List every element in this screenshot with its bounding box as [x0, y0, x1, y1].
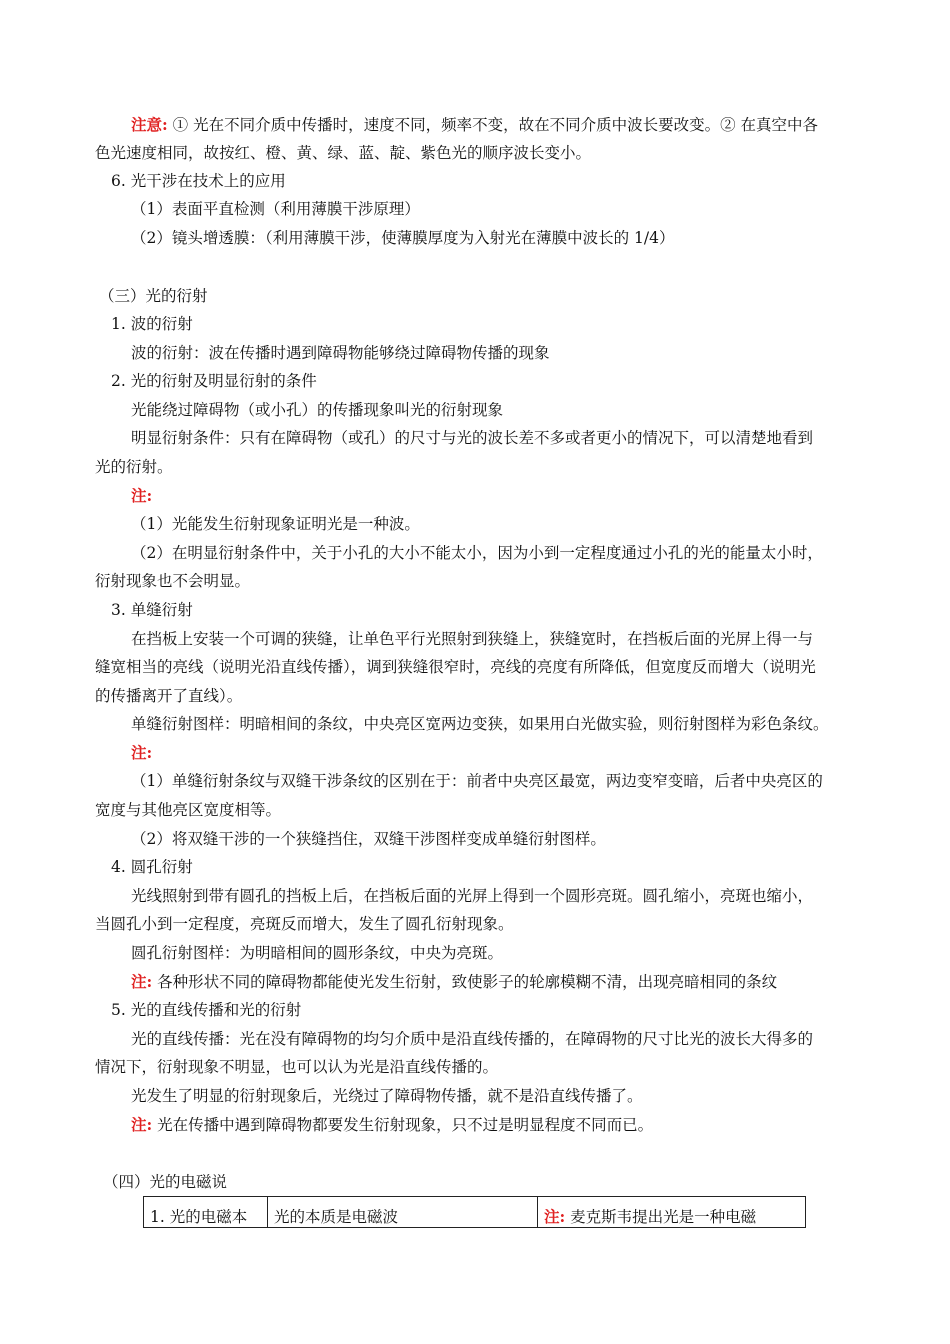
list-item: （2）镜头增透膜：（利用薄膜干涉，使薄膜厚度为入射光在薄膜中波长的 1/4）	[131, 229, 675, 247]
paragraph-text: 各种形状不同的障碍物都能使光发生衍射，致使影子的轮廓模糊不清，出现亮暗相同的条纹	[157, 973, 778, 991]
em-theory-table	[143, 1196, 806, 1228]
table-cell-text: 麦克斯韦提出光是一种电磁	[570, 1208, 757, 1226]
section-heading: 5. 光的直线传播和光的衍射	[111, 1001, 302, 1019]
paragraph-text: 的传播离开了直线）。	[95, 687, 243, 705]
list-item: （2）在明显衍射条件中，关于小孔的大小不能太小，因为小到一定程度通过小孔的光的能量太小时，	[131, 544, 823, 562]
table-cell: 1. 光的电磁本	[144, 1197, 268, 1228]
paragraph-text: 情况下，衍射现象不明显，也可以认为光是沿直线传播的。	[95, 1058, 499, 1076]
table-row	[144, 1197, 806, 1228]
note-label: 注:	[131, 486, 153, 505]
list-item: （1）光能发生衍射现象证明光是一种波。	[131, 515, 420, 533]
section-heading: 4. 圆孔衍射	[111, 858, 193, 876]
note-line	[131, 115, 818, 135]
note-label: 注:	[131, 972, 153, 991]
paragraph-text: 宽度与其他亮区宽度相等。	[95, 801, 282, 819]
note-label: 注:	[131, 743, 153, 762]
list-item: （2）将双缝干涉的一个狭缝挡住，双缝干涉图样变成单缝衍射图样。	[131, 830, 606, 848]
chapter-heading: （四）光的电磁说	[103, 1173, 228, 1191]
paragraph-text: ① 光在不同介质中传播时，速度不同，频率不变，故在不同介质中波长要改变。② 在真空中各	[172, 116, 819, 134]
paragraph-text: 光的直线传播：光在没有障碍物的均匀介质中是沿直线传播的，在障碍物的尺寸比光的波长大得多的	[131, 1030, 814, 1048]
list-item: （1）单缝衍射条纹与双缝干涉条纹的区别在于：前者中央亮区最宽，两边变窄变暗，后者中央亮区的	[131, 772, 823, 790]
note-label: 注:	[131, 1115, 153, 1134]
paragraph-text: 光发生了明显的衍射现象后，光绕过了障碍物传播，就不是沿直线传播了。	[131, 1087, 643, 1105]
paragraph-text: 圆孔衍射图样：为明暗相间的圆形条纹，中央为亮斑。	[131, 944, 504, 962]
note-label: 注:	[544, 1207, 566, 1226]
paragraph-text: 光线照射到带有圆孔的挡板上后，在挡板后面的光屏上得到一个圆形亮斑。圆孔缩小，亮斑也缩小，	[131, 887, 814, 905]
table-cell	[538, 1197, 806, 1228]
paragraph-text: 光的衍射。	[95, 458, 173, 476]
section-heading: 6. 光干涉在技术上的应用	[111, 172, 286, 190]
paragraph-text: 在挡板上安装一个可调的狭缝，让单色平行光照射到狭缝上，狭缝宽时，在挡板后面的光屏上得一与	[131, 630, 814, 648]
note-line	[131, 972, 777, 992]
section-heading: 3. 单缝衍射	[111, 601, 193, 619]
paragraph-text: 缝宽相当的亮线（说明光沿直线传播），调到狭缝很窄时，亮线的亮度有所降低，但宽度反而增大（说明光	[95, 658, 816, 676]
section-heading: 1. 波的衍射	[111, 315, 193, 333]
list-item: （1）表面平直检测（利用薄膜干涉原理）	[131, 200, 420, 218]
paragraph-text: 衍射现象也不会明显。	[95, 572, 251, 590]
note-line	[131, 1115, 653, 1135]
paragraph-text: 光能绕过障碍物（或小孔）的传播现象叫光的衍射现象	[131, 401, 504, 419]
table-cell: 光的本质是电磁波	[268, 1197, 538, 1228]
paragraph-text: 明显衍射条件：只有在障碍物（或孔）的尺寸与光的波长差不多或者更小的情况下，可以清楚地看到	[131, 429, 814, 447]
paragraph-text: 光在传播中遇到障碍物都要发生衍射现象，只不过是明显程度不同而已。	[157, 1116, 654, 1134]
section-heading: 2. 光的衍射及明显衍射的条件	[111, 372, 317, 390]
paragraph-text: 当圆孔小到一定程度，亮斑反而增大，发生了圆孔衍射现象。	[95, 915, 514, 933]
note-label: 注意:	[131, 115, 168, 134]
paragraph-text: 色光速度相同，故按红、橙、黄、绿、蓝、靛、紫色光的顺序波长变小。	[95, 144, 592, 162]
paragraph-text: 单缝衍射图样：明暗相间的条纹，中央亮区宽两边变狭，如果用白光做实验，则衍射图样为彩色条纹。	[131, 715, 829, 733]
chapter-heading: （三）光的衍射	[99, 287, 208, 305]
paragraph-text: 波的衍射：波在传播时遇到障碍物能够绕过障碍物传播的现象	[131, 344, 550, 362]
